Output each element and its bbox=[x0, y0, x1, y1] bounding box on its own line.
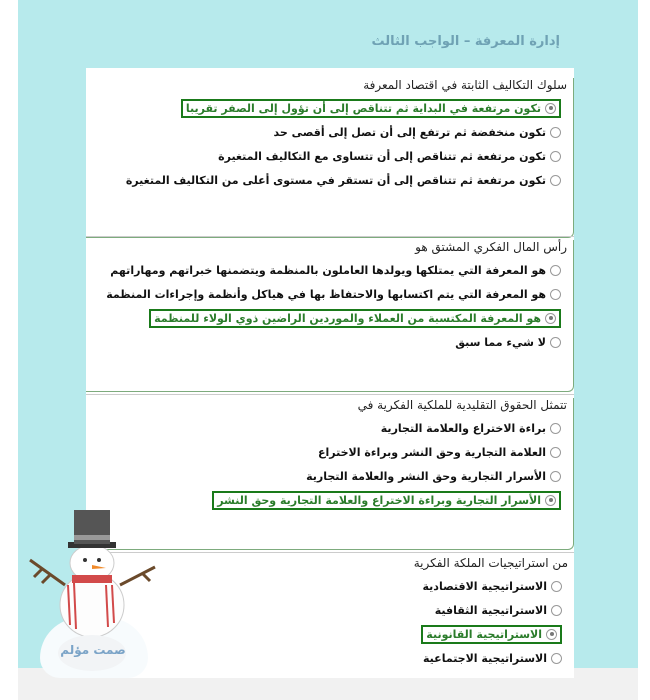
correct-answer-box bbox=[212, 491, 561, 510]
page-title: إدارة المعرفة – الواجب الثالث bbox=[371, 34, 560, 49]
option-label: هو المعرفة التي يمتلكها ويولدها العاملون بالمنظمة ويتضمنها خبراتهم ومهاراتهم bbox=[110, 263, 546, 277]
radio-button[interactable] bbox=[551, 581, 562, 592]
radio-button[interactable] bbox=[551, 653, 562, 664]
option-label: تكون مرتفعة في البداية ثم تتناقص إلى أن تؤول إلى الصفر تقريبا bbox=[185, 101, 541, 115]
q2-option-1[interactable] bbox=[86, 258, 573, 282]
radio-button[interactable] bbox=[550, 265, 561, 276]
option-label: الاستراتيجية القانونية bbox=[426, 627, 542, 641]
q2-option-4[interactable] bbox=[86, 330, 573, 354]
option-label: لا شيء مما سبق bbox=[455, 335, 546, 349]
option-label: تكون مرتفعة ثم تتناقص إلى أن تتساوى مع التكاليف المتغيرة bbox=[218, 149, 546, 163]
right-margin bbox=[638, 0, 650, 700]
left-margin bbox=[0, 0, 18, 700]
q3-option-2[interactable] bbox=[86, 440, 573, 464]
divider bbox=[86, 236, 574, 237]
radio-button[interactable] bbox=[545, 495, 556, 506]
option-label: تكون منخفضة ثم ترتفع إلى أن تصل إلى أقصى حد bbox=[273, 125, 546, 139]
q2-option-2[interactable] bbox=[86, 282, 573, 306]
q1-option-3[interactable] bbox=[86, 144, 573, 168]
option-label: هو المعرفة التي يتم اكتسابها والاحتفاظ بها في هياكل وأنظمة وإجراءات المنظمة bbox=[106, 287, 546, 301]
correct-answer-box bbox=[421, 625, 562, 644]
radio-button[interactable] bbox=[550, 471, 561, 482]
author-signature: صمت مؤلم bbox=[60, 643, 126, 657]
option-label: تكون مرتفعة ثم تتناقص إلى أن تستقر في مستوى أعلى من التكاليف المتغيرة bbox=[125, 173, 546, 187]
radio-button[interactable] bbox=[545, 313, 556, 324]
radio-button[interactable] bbox=[550, 423, 561, 434]
option-label: الاستراتيجية الاجتماعية bbox=[423, 651, 547, 665]
radio-button[interactable] bbox=[551, 605, 562, 616]
correct-answer-box bbox=[149, 309, 561, 328]
option-label: الاستراتيجية الثقافية bbox=[434, 603, 547, 617]
question-3-title: تتمثل الحقوق التقليدية للملكية الفكرية في bbox=[357, 398, 567, 412]
option-label: هو المعرفة المكتسبة من العملاء والموردين الراضين ذوي الولاء للمنظمة bbox=[154, 311, 541, 325]
radio-button[interactable] bbox=[550, 175, 561, 186]
q1-option-2[interactable] bbox=[86, 120, 573, 144]
radio-button[interactable] bbox=[550, 447, 561, 458]
question-4-title: من استراتيجيات الملكة الفكرية bbox=[413, 556, 568, 570]
q1-option-4[interactable] bbox=[86, 168, 573, 192]
option-label: الأسرار التجارية وحق النشر والعلامة التجارية bbox=[306, 469, 546, 483]
radio-button[interactable] bbox=[550, 151, 561, 162]
q3-option-1[interactable] bbox=[86, 416, 573, 440]
radio-button[interactable] bbox=[550, 127, 561, 138]
radio-button[interactable] bbox=[546, 629, 557, 640]
radio-button[interactable] bbox=[545, 103, 556, 114]
correct-answer-box bbox=[181, 99, 561, 118]
q2-option-3[interactable] bbox=[86, 306, 573, 330]
option-label: براءة الاختراع والعلامة التجارية bbox=[380, 421, 546, 435]
question-2-title: رأس المال الفكري المشتق هو bbox=[415, 240, 567, 254]
option-label: الأسرار التجارية وبراءة الاختراع والعلامة التجارية وحق النشر bbox=[217, 493, 541, 507]
radio-button[interactable] bbox=[550, 337, 561, 348]
question-2 bbox=[86, 240, 574, 392]
question-1 bbox=[86, 78, 574, 238]
option-label: الاستراتيجية الاقتصادية bbox=[422, 579, 547, 593]
option-label: العلامة التجارية وحق النشر وبراءة الاختراع bbox=[318, 445, 546, 459]
q3-option-3[interactable] bbox=[86, 464, 573, 488]
question-1-title: سلوك التكاليف الثابتة في اقتصاد المعرفة bbox=[363, 78, 567, 92]
radio-button[interactable] bbox=[550, 289, 561, 300]
divider bbox=[86, 394, 574, 395]
q1-option-1[interactable] bbox=[86, 96, 573, 120]
